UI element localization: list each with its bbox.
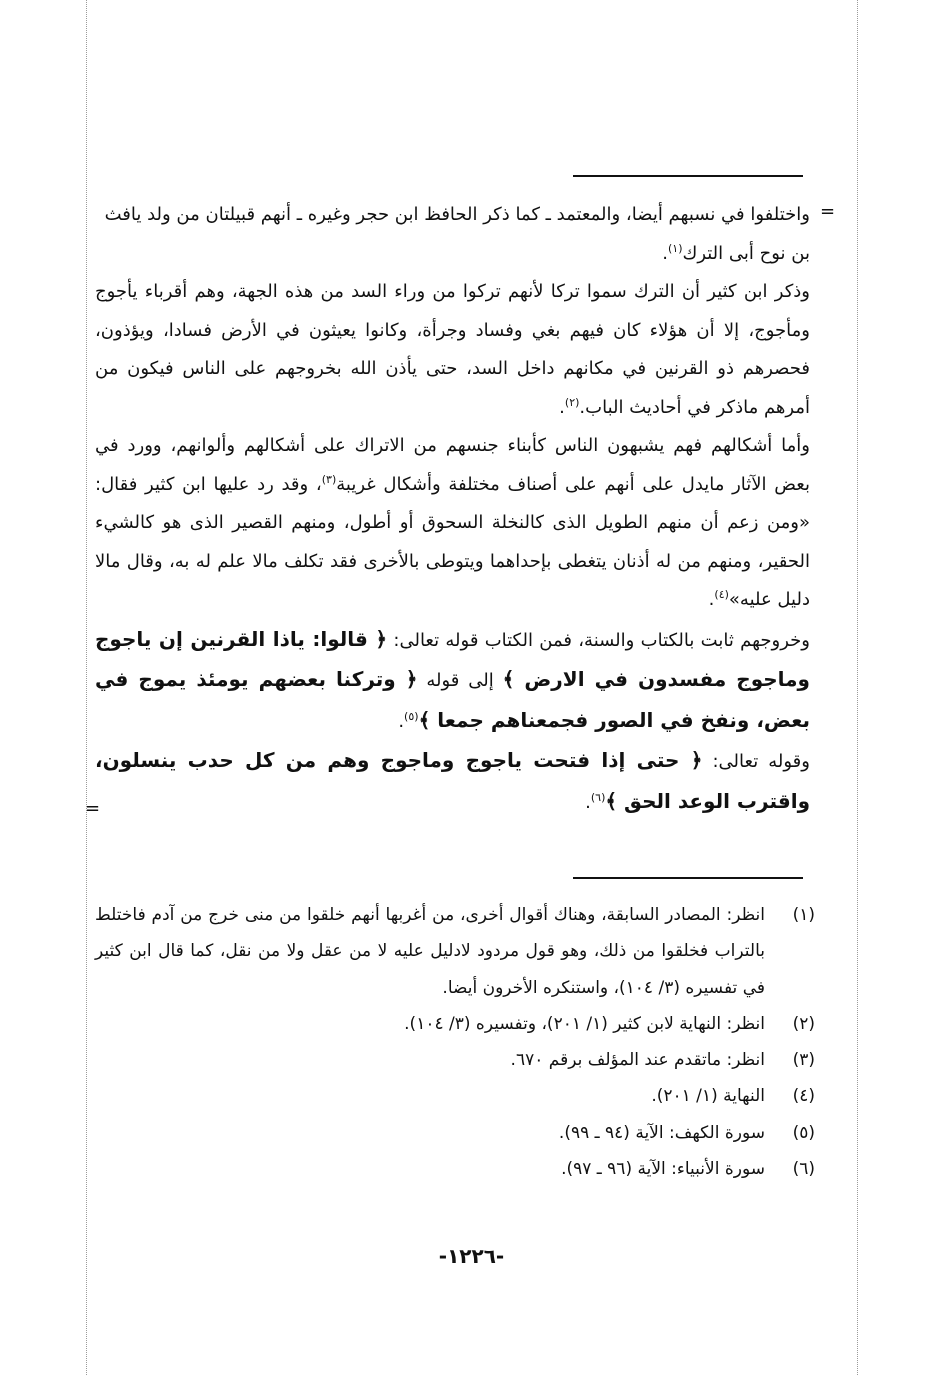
footnote-ref: (٣) — [321, 472, 337, 486]
dotted-guide-line-right — [857, 0, 858, 1375]
page-number: -١٢٢٦- — [438, 1244, 505, 1268]
footnote-ref: (٢) — [564, 395, 580, 409]
footnote-5: (٥) سورة الكهف: الآية (٩٤ ـ ٩٩). — [558, 1122, 815, 1143]
footnote-ref: (١) — [667, 241, 683, 255]
verse-quote: ﴿ قالوا: ياذا القرنين إن ياجوج وماجوج مفسدون في الارض ﴾ — [95, 626, 810, 691]
footnote-6: (٦) سورة الأنبياء: الآية (٩٦ ـ ٩٧). — [561, 1159, 815, 1180]
dotted-guide-line-left — [86, 0, 87, 1375]
paragraph-shapes: وأما أشكالهم فهم يشبهون الناس كأبناء جنسهم من الاتراك على أشكالهم وألوانهم، وورد في بعض الآثار مايدل على أنهم على أصناف مختلفة وأشكال غريبة$^{(٣)}$، وقد رد عليها ابن كثير فقال: «ومن زعم أن منهم الطويل الذى كالنخلة السحوق أو أطول، ومنهم القصير الذى هو كالشيء الحقير، ومنهم من له أذنان يتغطى بإحداهما ويتوطى بالأخرى فقد تكلف مالا علم له به، وقال مالا دليل عليه»$^{(٤)}$. — [95, 435, 810, 610]
footnote-ref: (٤) — [714, 588, 729, 601]
verse-quote: ﴿ حتى إذا فتحت ياجوج وماجوج وهم من كل حدب ينسلون، واقترب الوعد الحق ﴾ — [95, 748, 810, 813]
verse-quote: ﴿ وتركنا بعضهم يومئذ يموج في بعض، ونفخ في الصور فجمعناهم جمعا ﴾ — [95, 667, 810, 732]
main-text — [95, 196, 810, 822]
footnote-ref: (٦) — [590, 790, 606, 804]
end-marker: = — [85, 798, 101, 819]
paragraph-lineage: واختلفوا في نسبهم أيضا، والمعتمد ـ كما ذكر الحافظ ابن حجر وغيره ـ أنهم قبيلتان من ولد يافث بن نوح أبى الترك$^{(١)}$. — [104, 204, 810, 264]
paragraph-quran-anbiya: وقوله تعالى: ﴿ حتى إذا فتحت ياجوج وماجوج وهم من كل حدب ينسلون، واقترب الوعد الحق ﴾$^{(٦)}$. — [95, 748, 810, 813]
footnote-1: (١) انظر: المصادر السابقة، وهناك أقوال أخرى، من أغربها أنهم خلقوا من منى خرج من آدم فاختلط بالتراب فخلقوا من ذلك، وهو قول مردود لادليل عليه لا من عقل ولا من نقل، كما قال ابن كثير في تفسيره (٣/ ١٠٤)، واستنكره الأخرون أيضا. — [95, 905, 815, 998]
footnote-separator — [573, 877, 803, 879]
footnote-ref: (٥) — [404, 709, 419, 723]
continuation-marker: = — [820, 201, 836, 222]
continuation-rule — [573, 175, 803, 177]
footnotes — [95, 897, 815, 1187]
paragraph-turks: وذكر ابن كثير أن الترك سموا تركا لأنهم تركوا من وراء السد من هذه الجهة، وهم أقرباء يأجوج ومأجوج، إلا أن هؤلاء كان فيهم بغي وفساد وجرأة، وكانوا يعيثون في الأرض فسادا، ويؤذون، فحصرهم ذو القرنين في مكانهم داخل السد، حتى يأذن الله بخروجهم على الناس فيكون من أمرهم ماذكر في أحاديث الباب.$^{(٢)}$. — [95, 281, 810, 418]
footnote-3: (٣) انظر: ماتقدم عند المؤلف برقم ٦٧٠. — [510, 1050, 815, 1071]
footnote-4: (٤) النهاية (١/ ٢٠١). — [651, 1086, 815, 1107]
footnote-2: (٢) انظر: النهاية لابن كثير (١/ ٢٠١)، وتفسيره (٣/ ١٠٤). — [404, 1013, 815, 1034]
paragraph-quran-kahf: وخروجهم ثابت بالكتاب والسنة، فمن الكتاب قوله تعالى: ﴿ قالوا: ياذا القرنين إن ياجوج وماجوج مفسدون في الارض ﴾ إلى قوله ﴿ وتركنا بعضهم يومئذ يموج في بعض، ونفخ في الصور فجمعناهم جمعا ﴾$^{(٥)}$. — [95, 626, 810, 732]
